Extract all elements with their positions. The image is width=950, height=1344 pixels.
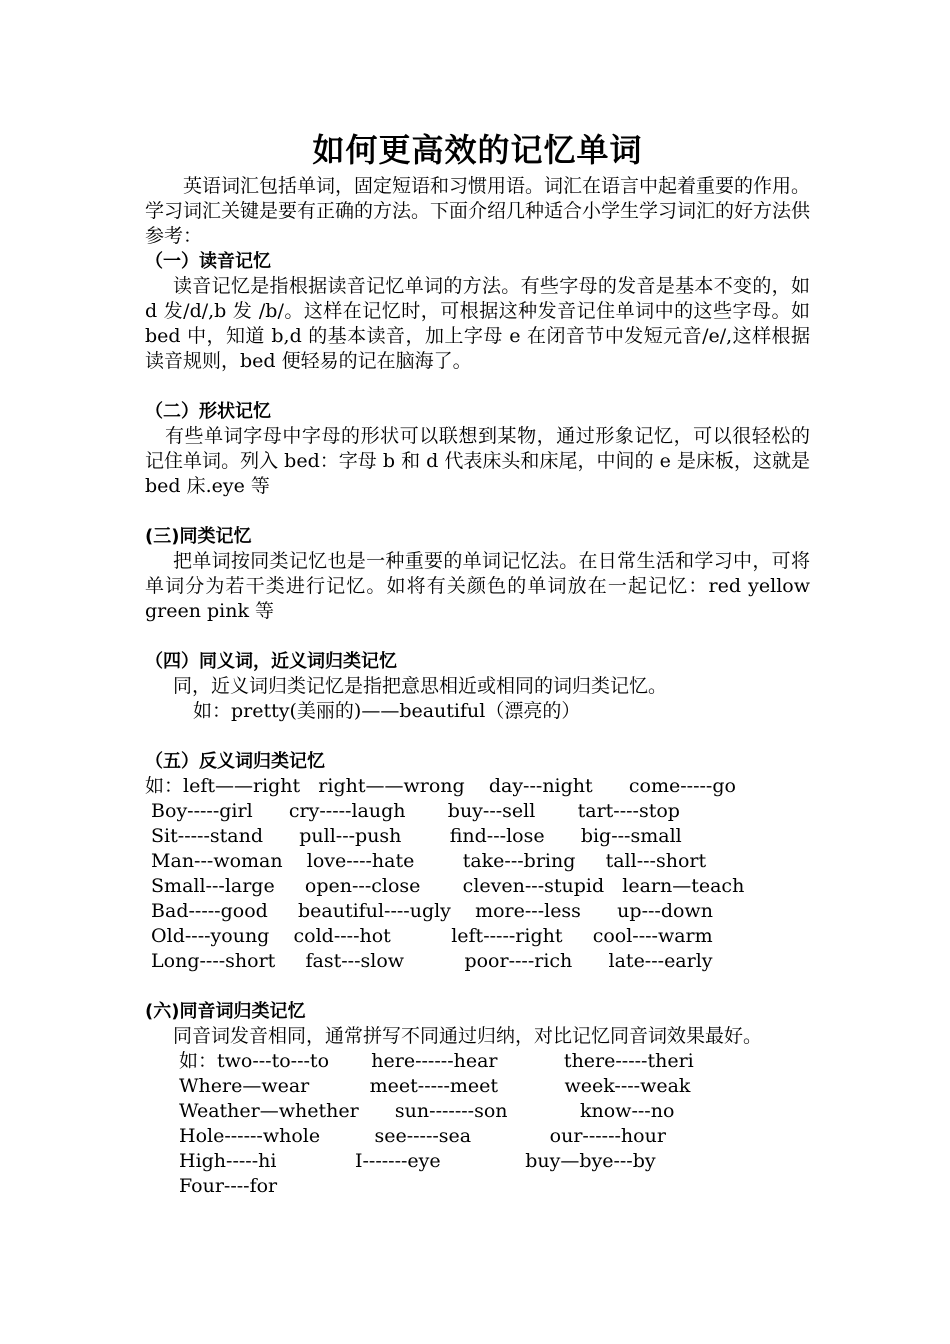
word-pair-row: 如：two---to---to here------hear there-----theri <box>179 1050 694 1072</box>
word-pair-row: 如：left——right right——wrong day---night come-----go <box>145 775 736 797</box>
section-heading-5: （五）反义词归类记忆 <box>145 751 325 772</box>
spacer <box>145 974 810 999</box>
intro-paragraph: 英语词汇包括单词，固定短语和习惯用语。词汇在语言中起着重要的作用。学习词汇关键是要有正确的方法。下面介绍几种适合小学生学习词汇的好方法供参考： <box>145 175 811 247</box>
word-pair-row: Hole------whole see-----sea our------hour <box>179 1125 666 1147</box>
word-pair-row: Sit-----stand pull---push find---lose big---small <box>145 825 682 847</box>
word-pair-row: High-----hi I-------eye buy—bye---by <box>179 1150 656 1172</box>
section-body-2: 有些单词字母中字母的形状可以联想到某物，通过形象记忆，可以很轻松的记住单词。列入 bed：字母 b 和 d 代表床头和床尾，中间的 e 是床板，这就是 bed 床.eye 等 <box>145 425 810 497</box>
spacer <box>145 724 810 749</box>
word-pair-row: Weather—whether sun-------son know---no <box>179 1100 675 1122</box>
word-pair-row: Long----short fast---slow poor----rich late---early <box>145 950 713 972</box>
spacer <box>145 624 810 649</box>
spacer <box>145 374 810 399</box>
page-title: 如何更高效的记忆单词 <box>312 131 643 169</box>
word-pair-row: Four----for <box>179 1175 278 1197</box>
section-heading-4: （四）同义词，近义词归类记忆 <box>145 651 397 672</box>
section-heading-2: （二）形状记忆 <box>145 401 271 422</box>
section-heading-3: (三)同类记忆 <box>145 526 252 547</box>
word-pair-row: Where—wear meet-----meet week----weak <box>179 1075 691 1097</box>
word-pair-row: Boy-----girl cry-----laugh buy---sell tart----stop <box>145 800 680 822</box>
word-pair-row: Man---woman love----hate take---bring tall---short <box>145 850 707 872</box>
spacer <box>145 499 810 524</box>
homophone-list <box>145 1049 810 1199</box>
section-body-3: 把单词按同类记忆也是一种重要的单词记忆法。在日常生活和学习中，可将单词分为若干类进行记忆。如将有关颜色的单词放在一起记忆：red yellow green pink 等 <box>145 550 810 622</box>
section-example-4: 如：pretty(美丽的)——beautiful（漂亮的） <box>193 700 581 722</box>
section-heading-1: （一）读音记忆 <box>145 251 271 272</box>
word-pair-row: Old----young cold----hot left-----right cool----warm <box>145 925 713 947</box>
antonym-list <box>145 774 810 974</box>
word-pair-row: Bad-----good beautiful----ugly more---less up---down <box>145 900 713 922</box>
section-heading-6: (六)同音词归类记忆 <box>145 1001 306 1022</box>
word-pair-row: Small---large open---close cleven---stupid learn—teach <box>145 875 745 897</box>
section-body-4: 同，近义词归类记忆是指把意思相近或相同的词归类记忆。 <box>173 675 668 697</box>
section-body-1: 读音记忆是指根据读音记忆单词的方法。有些字母的发音是基本不变的，如 d 发/d/,b 发 /b/。这样在记忆时，可根据这种发音记住单词中的这些字母。如 bed 中，知道 b,d 的基本读音，加上字母 e 在闭音节中发短元音/e/,这样根据读音规则，bed 便轻易的记在脑海了。 <box>145 275 810 372</box>
section-body-6: 同音词发音相同，通常拼写不同通过归纳，对比记忆同音词效果最好。 <box>173 1025 763 1047</box>
document-page <box>145 130 810 1199</box>
